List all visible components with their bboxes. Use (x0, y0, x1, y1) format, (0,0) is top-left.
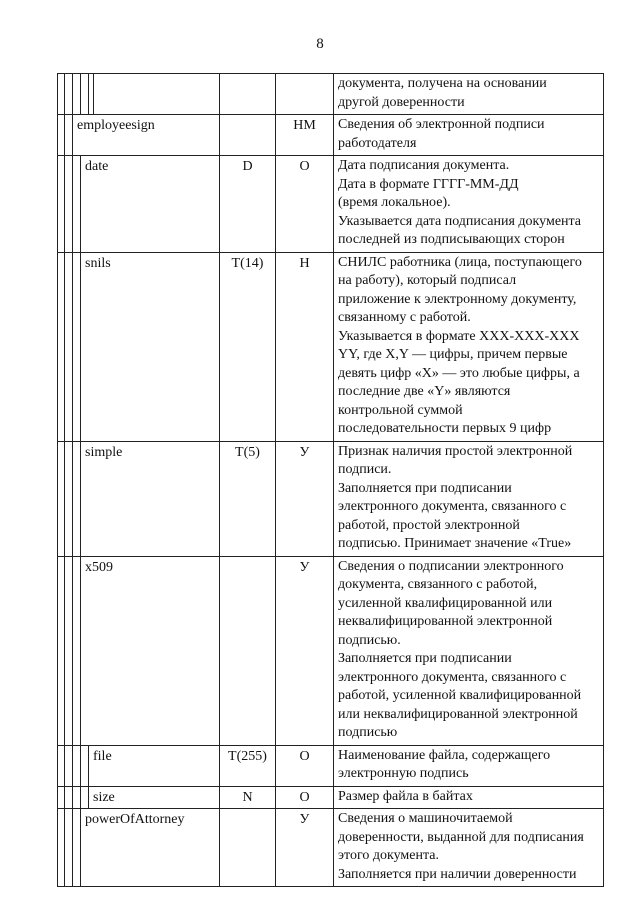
element-description: Размер файла в байтах (334, 786, 604, 809)
element-type: T(14) (220, 252, 276, 441)
element-requirement: НМ (276, 115, 334, 156)
element-type: D (220, 156, 276, 253)
element-spec-table (57, 73, 604, 887)
element-description: Дата подписания документа. Дата в формате ГГГГ-ММ-ДД (время локальное). Указывается дата подписания документа последней из подписывающих сторон (334, 156, 604, 253)
element-requirement: О (276, 786, 334, 809)
element-requirement: У (276, 441, 334, 556)
element-requirement: О (276, 745, 334, 786)
table-row (58, 156, 604, 253)
element-description: Сведения об электронной подписи работодателя (334, 115, 604, 156)
element-requirement: О (276, 156, 334, 253)
page-number: 8 (316, 36, 324, 52)
element-type (220, 115, 276, 156)
table-row (58, 786, 604, 809)
element-name: powerOfAttorney (81, 809, 220, 887)
element-name: date (81, 156, 220, 253)
element-description: Признак наличия простой электронной подписи. Заполняется при подписании электронного документа, связанного с работой, простой электронной подписью. Принимает значение «True» (334, 441, 604, 556)
element-name: employeesign (73, 115, 220, 156)
element-name: size (89, 786, 220, 809)
element-type: T(255) (220, 745, 276, 786)
element-name: snils (81, 252, 220, 441)
table-row (58, 115, 604, 156)
element-type: N (220, 786, 276, 809)
element-name: simple (81, 441, 220, 556)
element-requirement (276, 74, 334, 115)
element-requirement: У (276, 809, 334, 887)
element-name: x509 (81, 556, 220, 745)
element-type: T(5) (220, 441, 276, 556)
table-row (58, 74, 604, 115)
element-name: file (89, 745, 220, 786)
element-requirement: Н (276, 252, 334, 441)
table-row (58, 745, 604, 786)
table-row (58, 809, 604, 887)
element-description: СНИЛС работника (лица, поступающего на работу), который подписал приложение к электронному документу, связанному с работой. Указывается в формате XXX-XXX-XXX YY, где X,Y — цифры, причем первые девять цифр «X» — это любые цифры, а последние две «Y» являются контрольной суммой последовательности первых 9 цифр (334, 252, 604, 441)
table-row (58, 252, 604, 441)
element-requirement: У (276, 556, 334, 745)
table-row (58, 441, 604, 556)
table-row (58, 556, 604, 745)
element-description: Сведения о подписании электронного документа, связанного с работой, усиленной квалифицированной или неквалифицированной электронной подписью. Заполняется при подписании электронного документа, связанного с работой, усиленной квалифицированной или неквалифицированной электронной подписью (334, 556, 604, 745)
element-name (94, 74, 220, 115)
element-type (220, 556, 276, 745)
element-description: Сведения о машиночитаемой доверенности, выданной для подписания этого документа. Заполняется при наличии доверенности (334, 809, 604, 887)
element-type (220, 74, 276, 115)
element-type (220, 809, 276, 887)
element-description: Наименование файла, содержащего электронную подпись (334, 745, 604, 786)
element-description: документа, получена на основании другой доверенности (334, 74, 604, 115)
